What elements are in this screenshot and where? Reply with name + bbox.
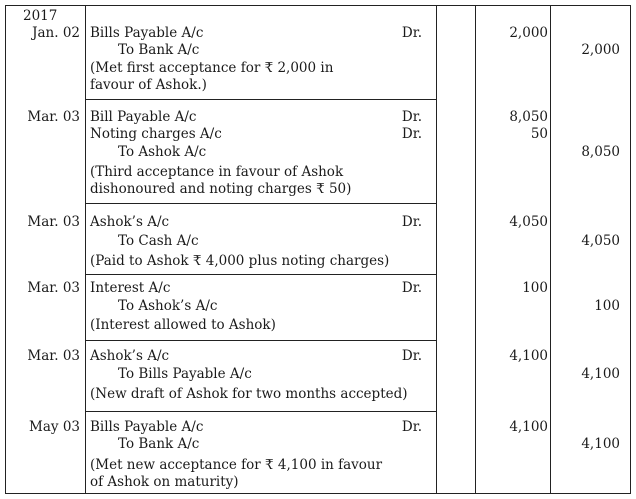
dr-marker: Dr.: [401, 348, 422, 364]
narration-line: (Paid to Ashok ₹ 4,000 plus noting charges): [90, 253, 390, 269]
debit-amount: 100: [522, 280, 548, 296]
entry-date: May 03: [29, 419, 80, 435]
narration-line: (Met first acceptance for ₹ 2,000 in: [90, 60, 334, 76]
debit-amount: 50: [530, 126, 548, 142]
entry-date: Mar. 03: [27, 109, 80, 125]
credit-account: To Cash A/c: [118, 233, 199, 249]
entry-date: Mar. 03: [27, 214, 80, 230]
entry-separator: [86, 99, 436, 100]
debit-amount: 4,100: [509, 348, 548, 364]
debit-account: Bills Payable A/c: [90, 25, 204, 41]
debit-column-rule: [550, 6, 551, 493]
credit-account: To Bank A/c: [118, 42, 200, 58]
debit-account: Bills Payable A/c: [90, 419, 204, 435]
credit-account: To Ashok A/c: [118, 144, 207, 160]
debit-account: Ashok’s A/c: [90, 348, 170, 364]
debit-amount: 8,050: [509, 109, 548, 125]
credit-amount: 8,050: [581, 144, 620, 160]
entry-date: Mar. 03: [27, 280, 80, 296]
narration-line: dishonoured and noting charges ₹ 50): [90, 181, 352, 197]
debit-amount: 4,050: [509, 214, 548, 230]
debit-account: Noting charges A/c: [90, 126, 222, 142]
credit-account: To Ashok’s A/c: [118, 298, 218, 314]
narration-line: (Third acceptance in favour of Ashok: [90, 164, 344, 180]
dr-marker: Dr.: [401, 280, 422, 296]
credit-amount: 4,050: [581, 233, 620, 249]
entry-date: Jan. 02: [32, 25, 80, 41]
date-column-rule: [85, 6, 86, 493]
entry-separator: [86, 411, 436, 412]
debit-amount: 2,000: [509, 25, 548, 41]
credit-account: To Bills Payable A/c: [118, 366, 252, 382]
dr-marker: Dr.: [401, 419, 422, 435]
narration-line: (Met new acceptance for ₹ 4,100 in favour: [90, 457, 383, 473]
entry-separator: [86, 203, 436, 204]
credit-amount: 2,000: [581, 42, 620, 58]
journal-table: [5, 5, 631, 494]
narration-line: (Interest allowed to Ashok): [90, 317, 276, 333]
credit-amount: 100: [594, 298, 620, 314]
dr-marker: Dr.: [401, 109, 422, 125]
credit-amount: 4,100: [581, 366, 620, 382]
dr-marker: Dr.: [401, 25, 422, 41]
debit-account: Bill Payable A/c: [90, 109, 197, 125]
year-label: 2017: [23, 8, 58, 24]
debit-amount: 4,100: [509, 419, 548, 435]
dr-marker: Dr.: [401, 126, 422, 142]
debit-account: Ashok’s A/c: [90, 214, 170, 230]
narration-line: (New draft of Ashok for two months accepted): [90, 386, 408, 402]
dr-marker: Dr.: [401, 214, 422, 230]
credit-amount: 4,100: [581, 436, 620, 452]
credit-account: To Bank A/c: [118, 436, 200, 452]
debit-account: Interest A/c: [90, 280, 171, 296]
narration-line: of Ashok on maturity): [90, 474, 239, 490]
narration-line: favour of Ashok.): [90, 77, 207, 93]
particulars-column-rule: [436, 6, 437, 493]
entry-date: Mar. 03: [27, 348, 80, 364]
entry-separator: [86, 340, 436, 341]
entry-separator: [86, 274, 436, 275]
